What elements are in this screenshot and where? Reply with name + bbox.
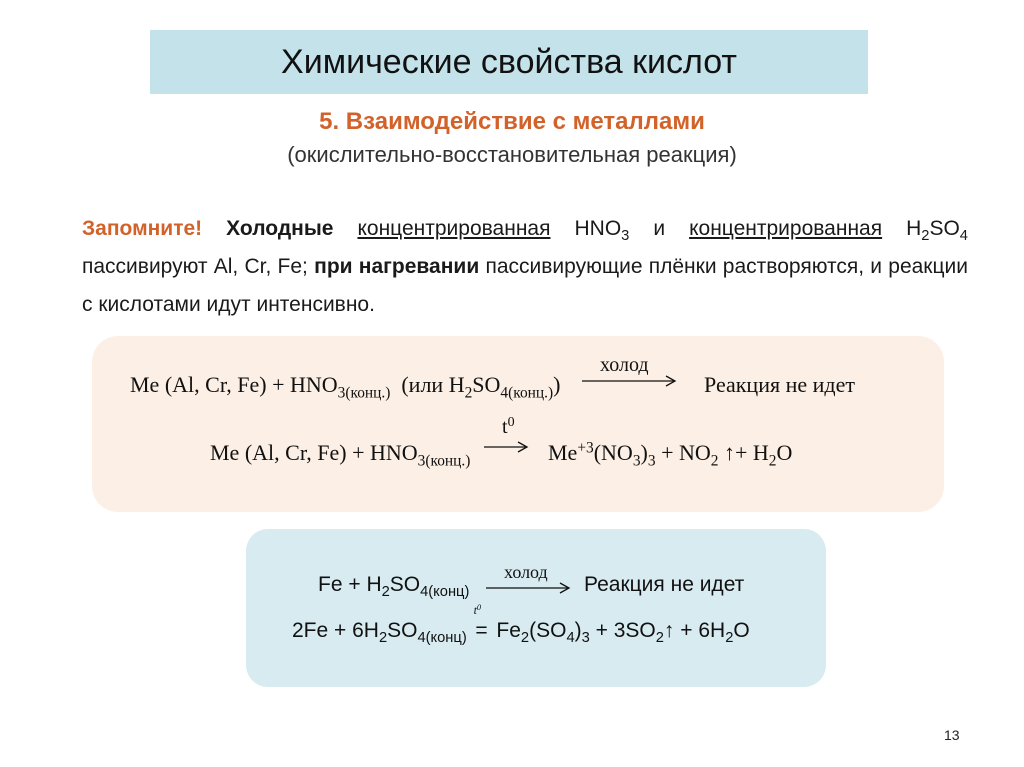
equation-heat-products: $Me^{+3}(NO_3)_3 + NO_2$ ↑+ $H_2O$ (548, 439, 793, 470)
equation-cold-left: Me (Al, Cr, $Fe) + HNO_{3(конц.)}$ (или $H_2SO_{4(конц.)}$) (130, 372, 561, 402)
note-concentrated-2: концентрированная (689, 217, 883, 240)
equation-cold-result: Реакция не идет (704, 372, 855, 397)
note-cold: Холодные (226, 217, 334, 240)
arrow-cold-label: холод (504, 562, 548, 582)
note-and: и (653, 217, 666, 240)
arrow-right-icon (580, 374, 680, 388)
equation-fe-heat: $2Fe + 6H_2SO_{4(конц)}$ $t^0$ = $Fe_2(SO_4)_3$ + $3SO_2↑ + 6H_2O$ (292, 602, 750, 647)
arrow-right-icon (482, 440, 532, 454)
note-line-1 (82, 210, 968, 248)
note-concentrated-1: концентрированная (357, 217, 551, 240)
note-warning: Запомните! (82, 217, 203, 240)
nitric-reaction-box (92, 336, 944, 512)
arrow-heat-label: $t^0$ (502, 415, 515, 438)
slide-title: Химические свойства кислот (281, 42, 737, 81)
slide-title-bar (150, 30, 868, 94)
equation-fe-cold-left: $Fe + H_2SO_{4(конц)}$ (318, 573, 470, 601)
page-number: 13 (944, 727, 960, 743)
note-hno3: $HNO_3$ (574, 217, 630, 245)
section-subheading: (окислительно-восстановительная реакция) (287, 142, 737, 167)
heat-condition-label: $t^0$ (473, 602, 482, 617)
equation-fe-cold-result: Реакция не идет (584, 573, 745, 596)
note-line-3: с кислотами идут интенсивно. (82, 293, 375, 316)
section-heading: 5. Взаимодействие с металлами (319, 108, 705, 135)
note-paragraph (82, 210, 968, 324)
sulfuric-reaction-box (246, 529, 826, 687)
note-h2so4: $H_2SO_4$ (906, 217, 968, 245)
note-heating: при нагревании (314, 255, 480, 278)
note-line-2: пассивируют Al, Cr, Fe; при нагревании пассивирующие плёнки растворяются, и реакции (82, 255, 968, 278)
equation-heat-left: Me (Al, Cr, $Fe) + HNO_{3(конц.)}$ (210, 440, 471, 470)
arrow-cold-label: холод (600, 354, 649, 376)
arrow-right-icon (484, 581, 574, 595)
